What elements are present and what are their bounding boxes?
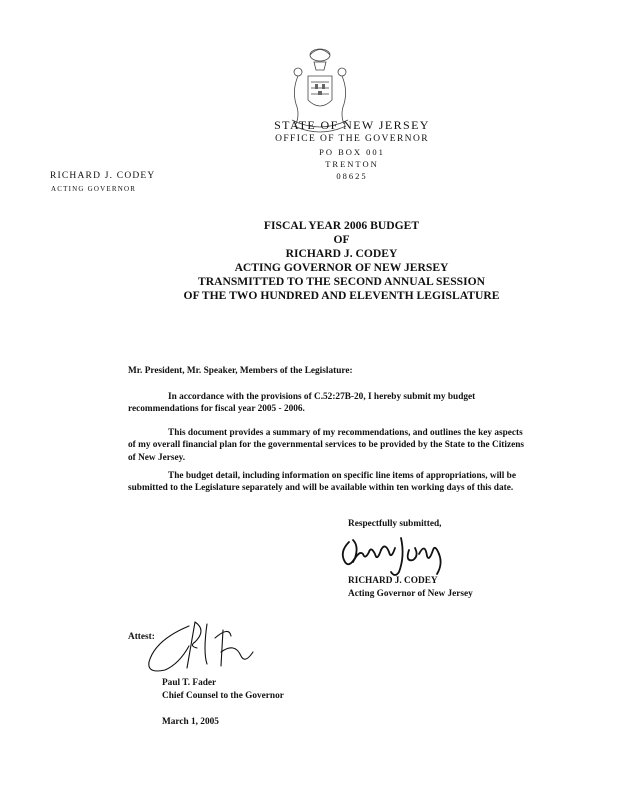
attest-block: [162, 677, 284, 702]
attest-name: Paul T. Fader: [162, 678, 217, 688]
governor-name: RICHARD J. CODEY: [50, 171, 156, 181]
heading-line: OF: [333, 233, 350, 246]
governor-signature-icon: [335, 532, 455, 580]
heading-line: OF THE TWO HUNDRED AND ELEVENTH LEGISLATURE: [183, 289, 500, 302]
heading-line: TRANSMITTED TO THE SECOND ANNUAL SESSION: [197, 275, 486, 288]
document-heading: [0, 219, 618, 303]
body-paragraph: In accordance with the provisions of C.52:27B-20, I hereby submit my budget recommendations for fiscal year 2005 - 2006.: [128, 392, 476, 415]
letter-date: March 1, 2005: [162, 717, 219, 727]
signatory-block: [348, 575, 473, 600]
governor-block: [50, 172, 156, 193]
letterhead-office: OFFICE OF THE GOVERNOR: [275, 133, 429, 144]
letterhead-state: STATE OF NEW JERSEY: [274, 118, 430, 132]
attest-label: Attest:: [128, 632, 155, 642]
attest-title: Chief Counsel to the Governor: [162, 690, 284, 701]
heading-line: RICHARD J. CODEY: [285, 247, 398, 260]
governor-title: ACTING GOVERNOR: [51, 184, 137, 193]
body-paragraph: This document provides a summary of my recommendations, and outlines the key aspects of my overall financial plan for the governmental services to be provided by the State to the Citizens of New Jersey.: [128, 428, 525, 463]
body-paragraph: The budget detail, including information on specific line items of appropriations, will be submitted to the Legislature separately and will be available within ten working days of this date.: [128, 471, 516, 494]
salutation: Mr. President, Mr. Speaker, Members of the Legislature:: [128, 366, 353, 376]
heading-line: ACTING GOVERNOR OF NEW JERSEY: [234, 261, 449, 274]
heading-line: FISCAL YEAR 2006 BUDGET: [263, 219, 420, 232]
letterhead-city: TRENTON: [325, 158, 379, 169]
attest-signature-icon: [145, 616, 265, 686]
letterhead-po-box: PO BOX 001: [319, 146, 385, 157]
letterhead-zip: 08625: [336, 170, 368, 181]
signatory-title: Acting Governor of New Jersey: [348, 588, 473, 599]
signatory-name: RICHARD J. CODEY: [348, 576, 438, 586]
closing: Respectfully submitted,: [348, 519, 442, 529]
